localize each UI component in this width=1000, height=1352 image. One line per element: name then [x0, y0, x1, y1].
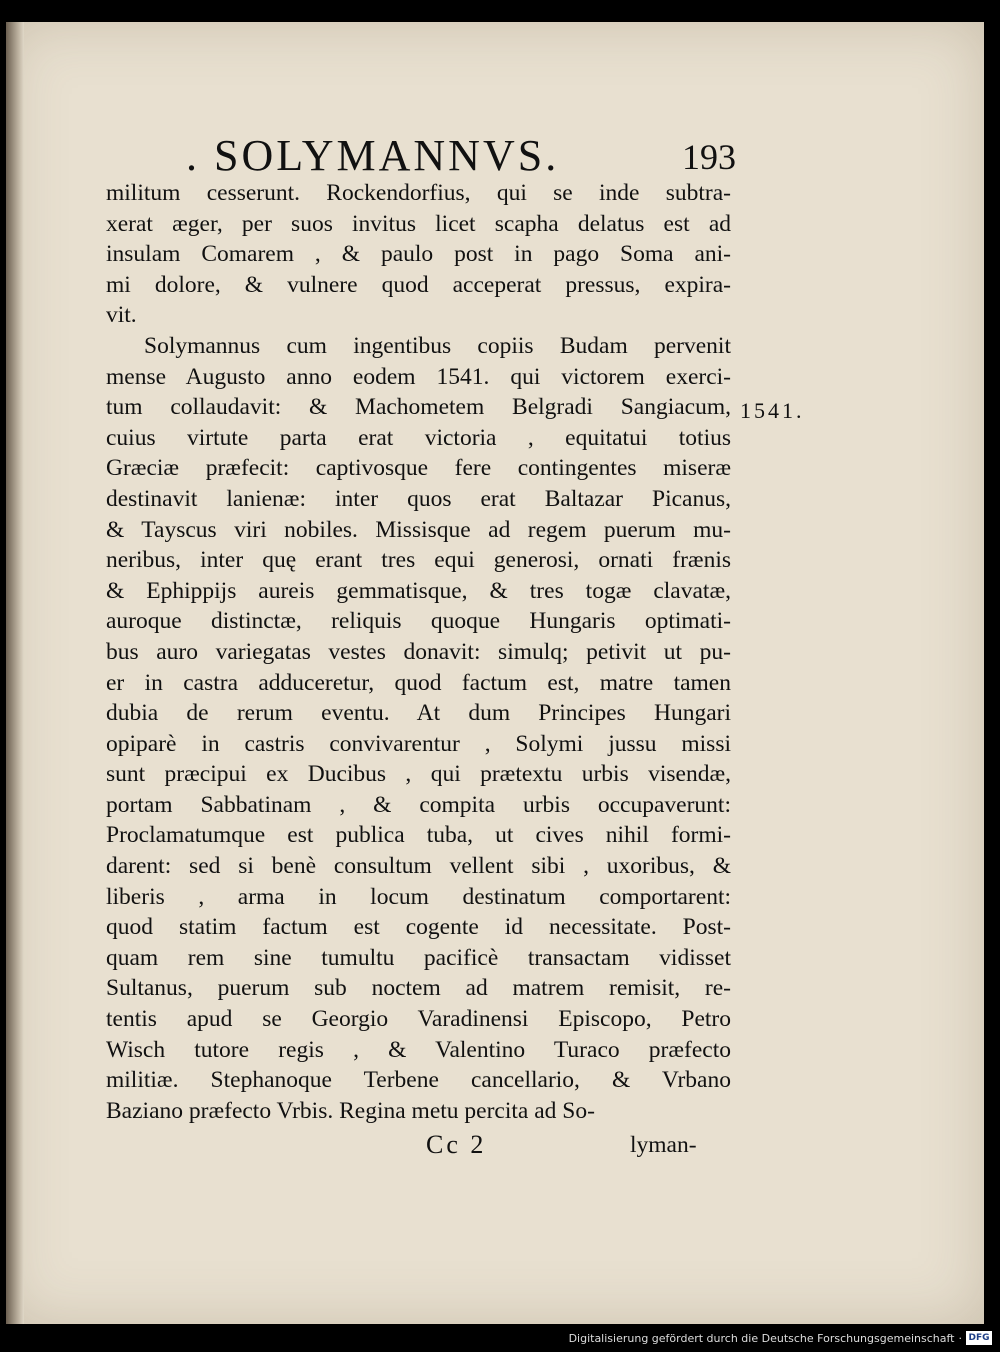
- text-line: neribus, inter quę erant tres equi generosi, ornati frænis: [106, 547, 731, 574]
- dfg-logo: DFG: [966, 1331, 992, 1345]
- text-line: darent: sed si benè consultum vellent sibi , uxoribus, &: [106, 853, 731, 880]
- text-line: bus auro variegatas vestes donavit: simulq; petivit ut pu-: [106, 638, 731, 665]
- text-line: dubia de rerum eventu. At dum Principes Hungari: [106, 700, 731, 727]
- text-line: quam rem sine tumultu pacificè transactam vidisset: [106, 944, 731, 971]
- text-line: xerat æger, per suos invitus licet scapha delatus est ad: [106, 210, 731, 237]
- text-line: militum cesserunt. Rockendorfius, qui se inde subtra-: [106, 180, 731, 206]
- text-line: mense Augusto anno eodem 1541. qui victorem exerci-: [106, 363, 731, 390]
- text-line: Sultanus, puerum sub noctem ad matrem remisit, re-: [106, 975, 731, 1002]
- text-line: Græciæ præfecit: captivosque fere contingentes miseræ: [106, 455, 731, 482]
- text-line: tum collaudavit: & Machometem Belgradi Sangiacum,: [106, 394, 731, 421]
- text-line: mi dolore, & vulnere quod acceperat pressus, expira-: [106, 271, 731, 298]
- text-line: & Ephippijs aureis gemmatisque, & tres togæ clavatæ,: [106, 577, 731, 604]
- text-line: sunt præcipui ex Ducibus , qui prætextu urbis visendæ,: [106, 761, 731, 788]
- text-line: er in castra adduceretur, quod factum est, matre tamen: [106, 669, 731, 696]
- catchword: lyman-: [630, 1132, 697, 1158]
- footer-separator: ·: [958, 1331, 962, 1345]
- text-line: tentis apud se Georgio Varadinensi Episcopo, Petro: [106, 1006, 731, 1033]
- text-line: & Tayscus viri nobiles. Missisque ad regem puerum mu-: [106, 516, 731, 543]
- signature-mark: Cc 2: [426, 1130, 487, 1159]
- text-line: vit.: [106, 302, 137, 329]
- text-line: Baziano præfecto Vrbis. Regina metu percita ad So-: [106, 1097, 595, 1124]
- body-text: [106, 178, 731, 1126]
- text-line: cuius virtute parta erat victoria , equitatui totius: [106, 424, 731, 451]
- page-number: 193: [682, 137, 736, 177]
- text-line: opiparè in castris convivarentur , Solymi jussu missi: [106, 730, 731, 757]
- book-gutter: [6, 22, 24, 1324]
- text-line: Wisch tutore regis , & Valentino Turaco præfecto: [106, 1036, 731, 1063]
- text-line: auroque distinctæ, reliquis quoque Hungaris optimati-: [106, 608, 731, 635]
- text-line: militiæ. Stephanoque Terbene cancellario, & Vrbano: [106, 1067, 731, 1094]
- footer-credit: [569, 1328, 992, 1348]
- text-line: destinavit lanienæ: inter quos erat Baltazar Picanus,: [106, 485, 731, 512]
- running-title: . SOLYMANNVS.: [186, 131, 560, 180]
- text-line: liberis , arma in locum destinatum comportarent:: [106, 883, 731, 910]
- text-line: quod statim factum est cogente id necessitate. Post-: [106, 914, 731, 941]
- footer-text: Digitalisierung gefördert durch die Deutsche Forschungsgemeinschaft: [568, 1331, 955, 1345]
- book-page: [6, 22, 984, 1324]
- text-line: portam Sabbatinam , & compita urbis occupaverunt:: [106, 791, 731, 818]
- text-line: Proclamatumque est publica tuba, ut cives nihil formi-: [106, 822, 731, 849]
- margin-note-year: 1541.: [740, 398, 805, 423]
- text-line: insulam Comarem , & paulo post in pago Soma ani-: [106, 241, 731, 268]
- text-line: Solymannus cum ingentibus copiis Budam pervenit: [144, 332, 731, 359]
